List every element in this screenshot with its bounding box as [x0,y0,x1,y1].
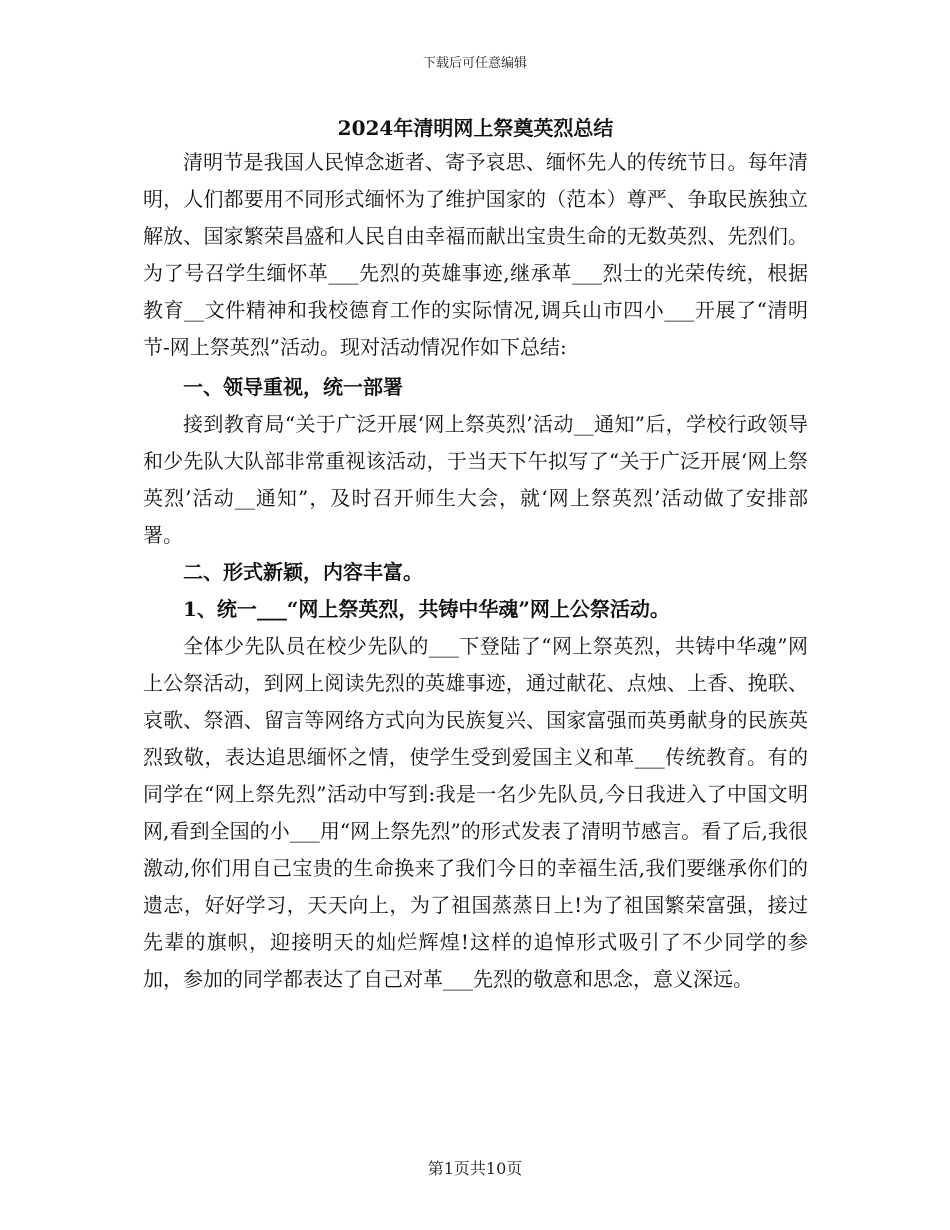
intro-paragraph: 清明节是我国人民悼念逝者、寄予哀思、缅怀先人的传统节日。每年清明，人们都要用不同形式缅怀为了维护国家的（范本）尊严、争取民族独立解放、国家繁荣昌盛和人民自由幸福而献出宝贵生命的无数英烈、先烈们。为了号召学生缅怀革___先烈的英雄事迹,继承革___烈士的光荣传统，根据教育__文件精神和我校德育工作的实际情况,调兵山市四小___开展了“清明节-网上祭英烈”活动。现对活动情况作如下总结: [143,150,808,359]
section-heading-2: 二、形式新颖，内容丰富。 [183,560,423,584]
section-1-paragraph: 接到教育局“关于广泛开展‘网上祭英烈’活动__通知”后，学校行政领导和少先队大队部非常重视该活动，于当天下午拟写了“关于广泛开展‘网上祭英烈’活动__通知”，及时召开师生大会，就‘网上祭英烈’活动做了安排部署。 [143,412,808,547]
subsection-1-paragraph: 全体少先队员在校少先队的___下登陆了“网上祭英烈，共铸中华魂”网上公祭活动，到网上阅读先烈的英雄事迹，通过献花、点烛、上香、挽联、哀歌、祭酒、留言等网络方式向为民族复兴、国家富强而英勇献身的民族英烈致敬，表达追思缅怀之情，使学生受到爱国主义和革___传统教育。有的同学在“网上祭先烈”活动中写到:我是一名少先队员,今日我进入了中国文明网,看到全国的小___用“网上祭先烈”的形式发表了清明节感言。看了后,我很激动,你们用自己宝贵的生命换来了我们今日的幸福生活,我们要继承你们的遗志，好好学习，天天向上，为了祖国蒸蒸日上!为了祖国繁荣富强，接过先辈的旗帜，迎接明天的灿烂辉煌!这样的追悼形式吸引了不少同学的参加，参加的同学都表达了自己对革___先烈的敬意和思念，意义深远。 [143,634,808,991]
page-footer: 第1页共10页 [427,1159,523,1178]
document-title: 2024年清明网上祭奠英烈总结 [337,116,614,140]
header-note: 下载后可任意编辑 [422,56,527,71]
section-heading-1: 一、领导重视，统一部署 [183,375,403,399]
document-body [143,112,808,998]
subsection-heading-1: 1、统一___“网上祭英烈，共铸中华魂”网上公祭活动。 [183,597,670,621]
